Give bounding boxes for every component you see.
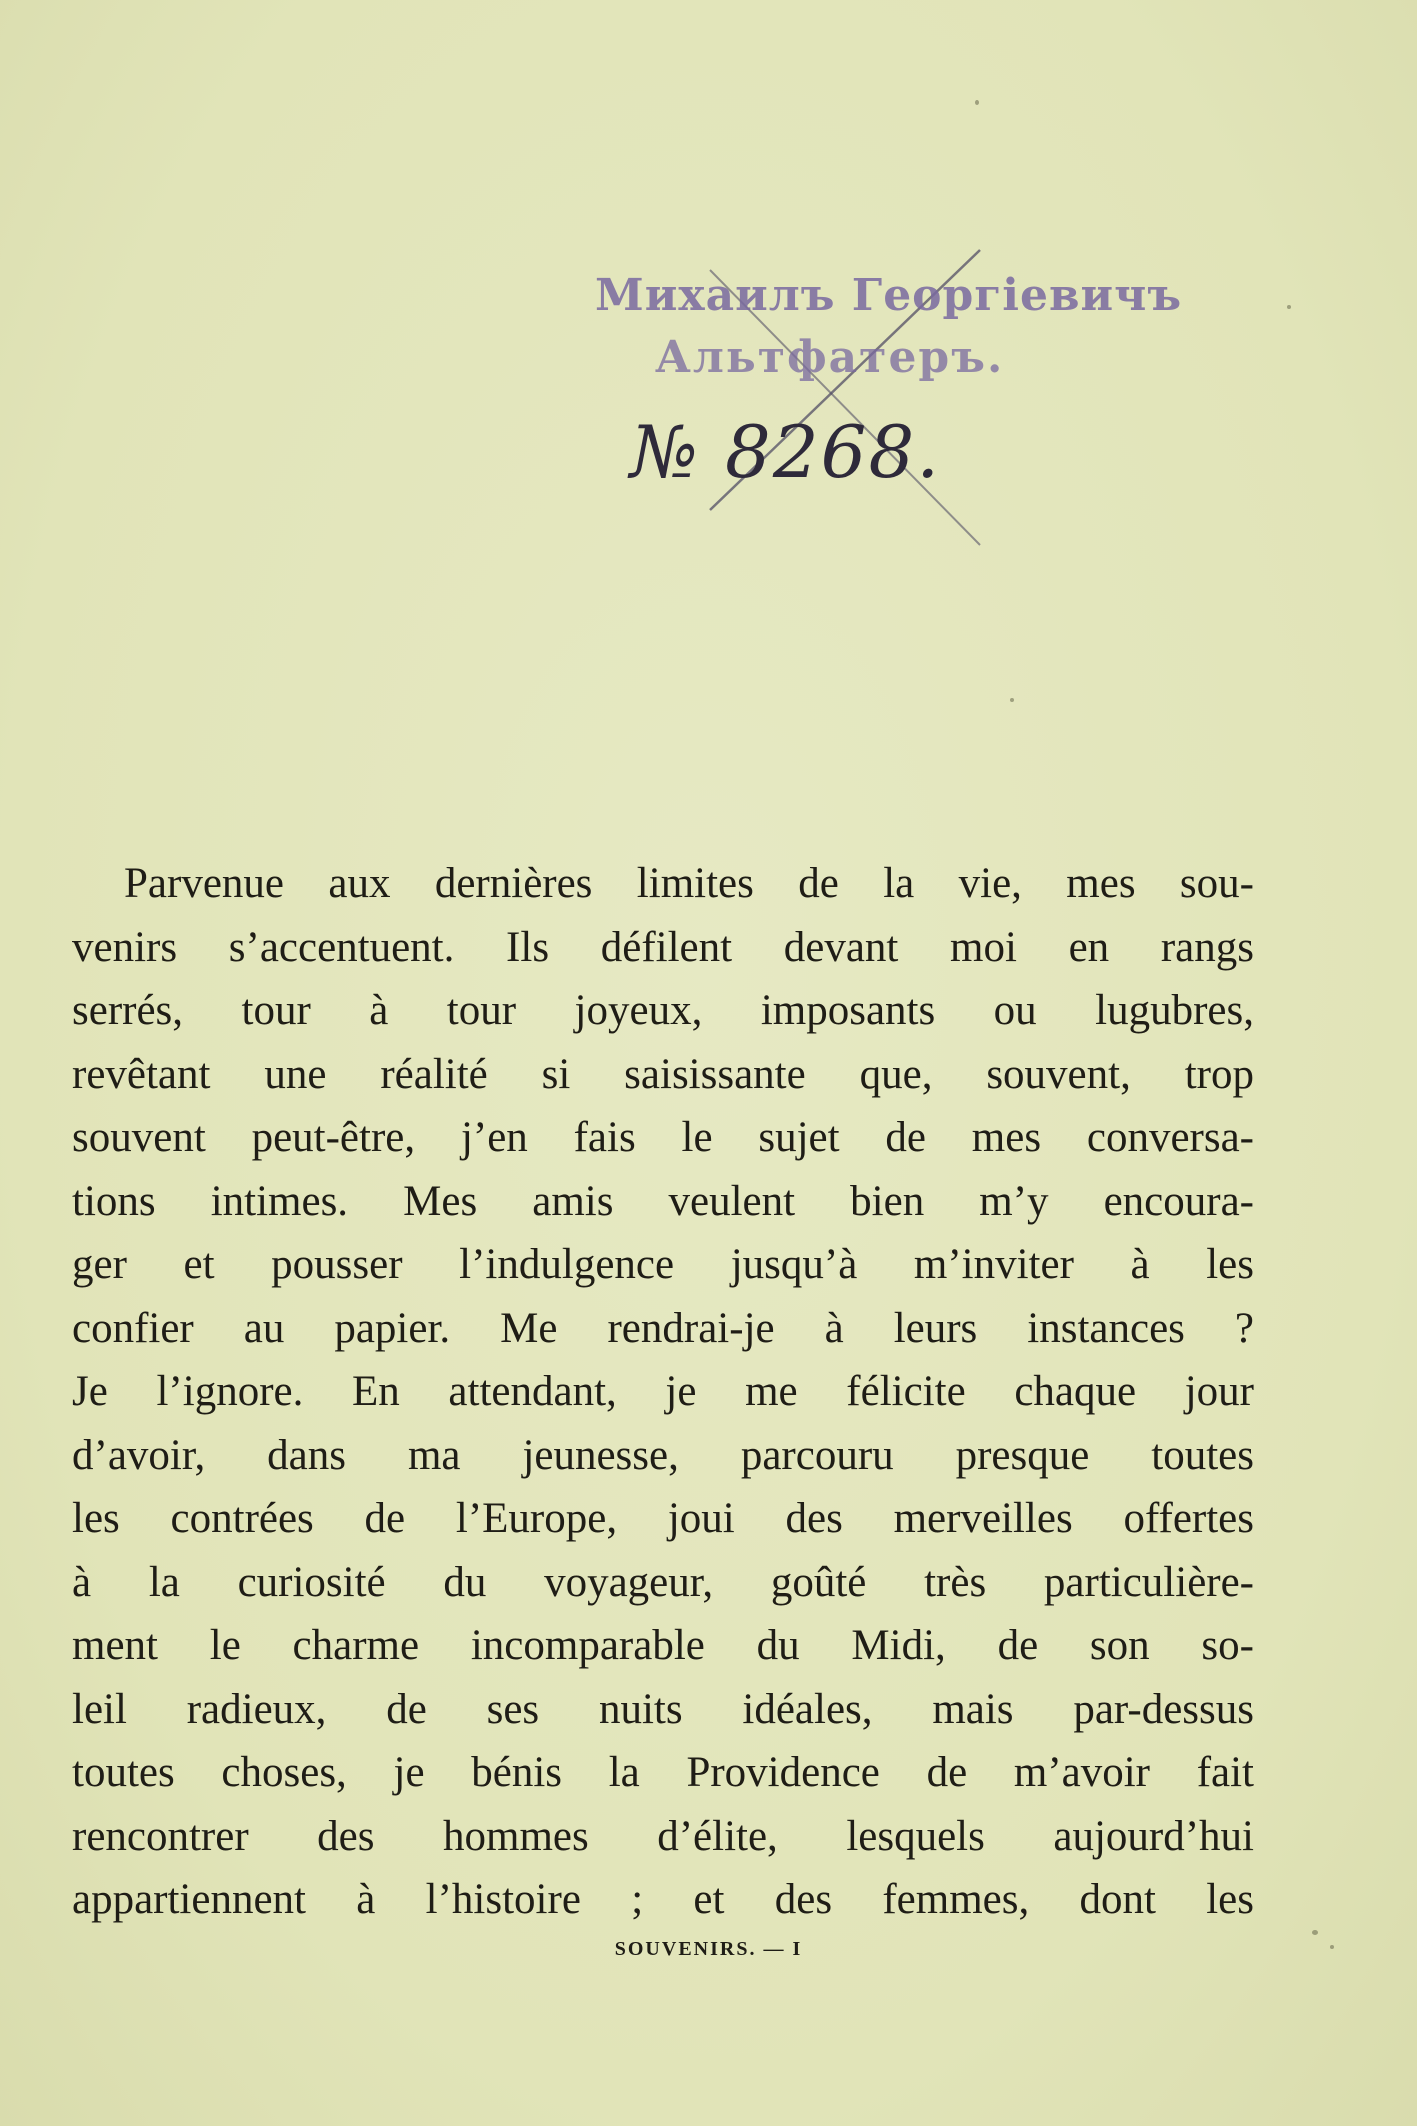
text-line: ment le charme incomparable du Midi, de son so- — [72, 1622, 1254, 1669]
text-line: Je l’ignore. En attendant, je me félicite chaque jour — [72, 1368, 1254, 1415]
paper-speck — [1330, 1945, 1334, 1949]
text-line: souvent peut-être, j’en fais le sujet de mes conversa- — [72, 1114, 1254, 1161]
text-line: leil radieux, de ses nuits idéales, mais par-dessus — [72, 1685, 1254, 1733]
library-stamp — [560, 240, 1183, 570]
body-paragraph — [72, 852, 1254, 1932]
paper-speck — [1312, 1930, 1318, 1935]
paper-speck — [1287, 305, 1291, 309]
text-line: à la curiosité du voyageur, goûté très particulière- — [72, 1558, 1254, 1606]
text-line: d’avoir, dans ma jeunesse, parcouru presque toutes — [72, 1431, 1254, 1479]
text-line: Parvenue aux dernières limites de la vie, mes sou- — [124, 860, 1254, 907]
paper-speck — [1010, 698, 1014, 702]
text-line: tions intimes. Mes amis veulent bien m’y encoura- — [72, 1177, 1254, 1225]
text-line: revêtant une réalité si saisissante que, souvent, trop — [72, 1050, 1254, 1098]
text-line: appartiennent à l’histoire ; et des femmes, dont les — [72, 1876, 1254, 1923]
stamp-owner-name: Михаилъ Георгіевичъ — [595, 270, 1183, 321]
text-line: confier au papier. Me rendrai-je à leurs instances ? — [72, 1304, 1254, 1352]
stamp-owner-surname: Альтфатеръ. — [655, 332, 1005, 383]
paper-speck — [975, 100, 979, 105]
text-line: rencontrer des hommes d’élite, lesquels aujourd’hui — [72, 1812, 1254, 1860]
page-footer-signature: SOUVENIRS. — I — [614, 1938, 803, 1960]
stamp-inventory-number: № 8268. — [630, 410, 942, 494]
text-line: serrés, tour à tour joyeux, imposants ou lugubres, — [72, 987, 1254, 1034]
text-line: les contrées de l’Europe, joui des merveilles offertes — [72, 1495, 1254, 1542]
text-line: toutes choses, je bénis la Providence de m’avoir fait — [72, 1749, 1254, 1796]
text-line: venirs s’accentuent. Ils défilent devant moi en rangs — [72, 923, 1254, 971]
text-line: ger et pousser l’indulgence jusqu’à m’inviter à les — [72, 1241, 1254, 1288]
